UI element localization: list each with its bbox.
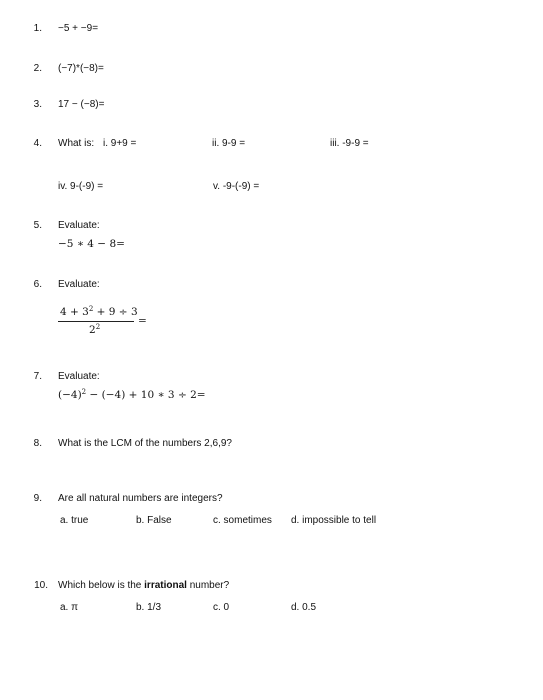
question-10-option-d: d. 0.5 <box>291 602 317 613</box>
question-number: 2. <box>33 63 42 74</box>
question-9-option-b: b. False <box>136 515 172 526</box>
question-4-part-ii: ii. 9-9 = <box>212 138 246 149</box>
question-10-option-b: b. 1/3 <box>136 602 162 613</box>
question-10-option-c: c. 0 <box>213 602 230 613</box>
question-7-label: Evaluate: <box>58 371 100 382</box>
question-6-equals: = <box>138 315 147 327</box>
question-10-option-a: a. π <box>60 602 79 613</box>
question-6-denominator: $2^2$ <box>89 323 101 336</box>
question-4-prompt: What is: <box>58 138 95 149</box>
question-number: 4. <box>33 138 42 149</box>
question-number: 1. <box>33 23 42 34</box>
question-5-label: Evaluate: <box>58 220 100 231</box>
question-number: 9. <box>33 493 42 504</box>
question-1-text: −5 + −9= <box>58 23 99 34</box>
question-4-part-i: i. 9+9 = <box>103 138 137 149</box>
question-9-option-d: d. impossible to tell <box>291 515 377 526</box>
question-4-part-iv: iv. 9-(-9) = <box>58 181 104 192</box>
question-7-expression: $(-4)^2 - (-4) + 10$ ∗ 3 ÷ 2= <box>58 388 206 401</box>
question-10-text: Which below is the irrational number? <box>58 580 230 591</box>
question-3-text: 17 − (−8)= <box>58 99 105 110</box>
question-5-expression: −5 ∗ 4 − 8= <box>58 238 125 250</box>
question-9-option-c: c. sometimes <box>213 515 272 526</box>
question-6-numerator: $4 + 3^2 + 9 \div 3$ <box>60 305 138 318</box>
question-number: 6. <box>33 279 42 290</box>
question-4-part-v: v. -9-(-9) = <box>213 181 260 192</box>
question-9-text: Are all natural numbers are integers? <box>58 493 223 504</box>
question-number: 5. <box>33 220 42 231</box>
question-number: 7. <box>33 371 42 382</box>
question-4-part-iii: iii. -9-9 = <box>330 138 369 149</box>
question-9-option-a: a. true <box>60 515 89 526</box>
question-2-text: (−7)*(−8)= <box>58 63 104 74</box>
question-number: 3. <box>33 99 42 110</box>
fraction-bar <box>58 321 134 322</box>
question-8-text: What is the LCM of the numbers 2,6,9? <box>58 438 232 449</box>
question-number: 8. <box>33 438 42 449</box>
question-6-label: Evaluate: <box>58 279 100 290</box>
question-number: 10. <box>34 580 48 591</box>
